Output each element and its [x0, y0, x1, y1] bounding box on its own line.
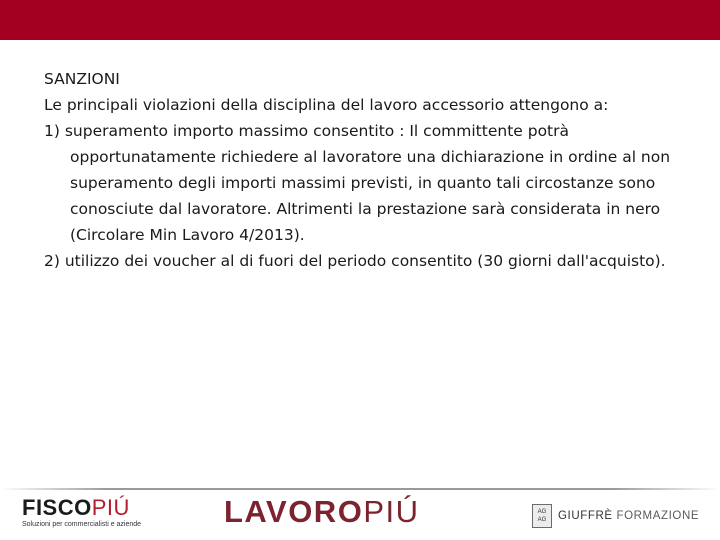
- fiscopiu-logo-main: FISCO: [22, 495, 92, 520]
- giuffre-mark-icon: [532, 504, 552, 528]
- fiscopiu-logo: [22, 496, 141, 528]
- slide-intro: Le principali violazioni della disciplina del lavoro accessorio attengono a:: [44, 96, 609, 114]
- giuffre-mark-bottom: AG: [537, 517, 547, 523]
- lavoropiu-logo-accent: PIÚ: [363, 494, 420, 529]
- slide-heading: SANZIONI: [44, 70, 120, 88]
- giuffre-mark-top: AG: [537, 509, 547, 515]
- slide-body: [44, 66, 684, 274]
- footer: [0, 488, 720, 540]
- lavoropiu-logo-main: LAVORO: [224, 494, 364, 529]
- list-item: 2) utilizzo dei voucher al di fuori del periodo consentito (30 giorni dall'acquisto).: [44, 252, 666, 270]
- top-banner: [0, 0, 720, 40]
- list-item: 1) superamento importo massimo consentito : Il committente potrà opportunatamente richiedere al lavoratore una dichiarazione in ordine al non superamento degli importi massimi previsti, in quanto tali circostanze sono conosciute dal lavoratore. Altrimenti la prestazione sarà considerata in nero (Circolare Min Lavoro 4/2013).: [44, 122, 671, 244]
- footer-divider: [0, 488, 720, 490]
- fiscopiu-logo-accent: PIÚ: [91, 495, 130, 520]
- giuffre-name: GIUFFRÈ: [558, 510, 613, 522]
- fiscopiu-tagline: Soluzioni per commercialisti e aziende: [22, 521, 142, 528]
- lavoropiu-logo: [224, 494, 420, 530]
- giuffre-formazione-logo: [532, 504, 699, 528]
- giuffre-sub: FORMAZIONE: [616, 510, 700, 522]
